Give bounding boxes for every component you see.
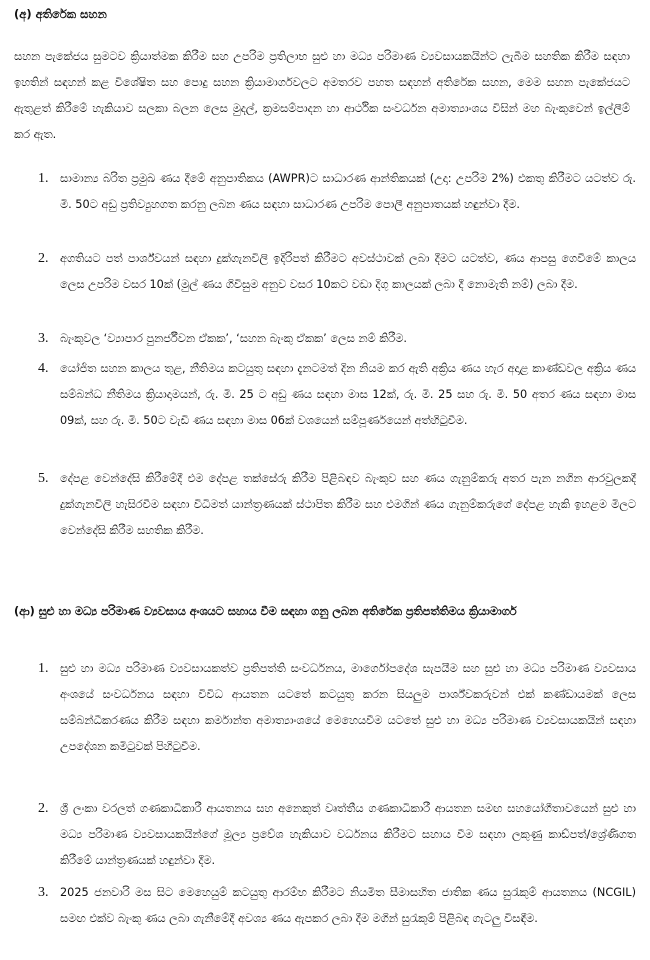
list-item-text: ශ්‍රී ලංකා වරලත් ගණකාධිකාරී ආයතනය සහ අනෙකුත් වෘත්තීය ගණකාධිකාරී ආයතන සමඟ සහයෝගීතාවයෙන් සුළු හා මධ්‍ය පරිමාණ ව්‍යවසායකයින්ගේ මූල්‍ය ප්‍රවේශ හැකියාව වර්ධනය කිරීමට සහාය වීම සඳහා ලකුණු කාඩ්පත්/ශ්‍රේණිගත කිරීමේ යාන්ත්‍රණයක් හඳුන්වා දීම. <box>60 802 636 867</box>
list-item <box>38 656 636 760</box>
list-item-text: සාමාන්‍ය බරිත ප්‍රමුඛ ණය දීමේ අනුපාතිකය (AWPR)ට සාධාරණ ආන්තිකයක් (උදා: උපරිම 2%) එකතු කිරීමට යටත්ව රු. මි. 50ට අඩු ප්‍රතිව්‍යුහගත කරනු ලබන ණය සඳහා සාධාරණ උපරිම පොලී අනුපාතයක් හඳුන්වා දීම. <box>60 172 636 211</box>
list-item-number: 3. <box>38 885 49 900</box>
section-b-heading: (ආ) සුළු හා මධ්‍ය පරිමාණ ව්‍යවසාය අංශයට සහාය වීම සඳහා ගනු ලබන අතිරේක ප්‍රතිපත්තිමය ක්‍රියාමාර්ග <box>14 605 517 618</box>
list-item <box>38 796 636 874</box>
list-item <box>38 326 636 352</box>
list-item <box>38 466 636 544</box>
list-item-number: 4. <box>38 361 49 376</box>
list-item-text: දේපළ වෙන්දේසි කිරීමේදී එම දේපළ තක්සේරු කිරීම පිළිබඳව බැංකුව සහ ණය ගැනුම්කරු අතර පැන නගින ආරවුලකදී දුක්ගැනවිලි හැසිරවීම සඳහා විධිමත් යාන්ත්‍රණයක් ස්ථාපිත කිරීම සහ එමගින් ණය ගැනුම්කරුගේ දේපළ හැකි ඉහළම මිලට වෙන්දේසි කිරීම සහතික කිරීම. <box>60 472 636 537</box>
list-item-number: 1. <box>38 661 49 676</box>
list-item-number: 3. <box>38 331 49 346</box>
list-item <box>38 166 636 218</box>
list-item-text: සුළු හා මධ්‍ය පරිමාණ ව්‍යවසායකත්ව ප්‍රතිපත්ති සංවර්ධනය, මාර්ගෝපදේශ සැපයීම සහ සුළු හා මධ්‍ය පරිමාණ ව්‍යවසාය අංශයේ සංවර්ධනය සඳහා විවිධ ආයතන යටතේ කටයුතු කරන සියලුම පාර්ශ්වකරුවන් එක් කණ්ඩායමක් ලෙස සම්බන්ධීකරණය කිරීම සඳහා කර්මාන්ත අමාත්‍යාංශයේ මෙහෙයවීම යටතේ සුළු හා මධ්‍ය පරිමාණ ව්‍යවසායකයින් සඳහා උපදේශන කමිටුවක් පිහිටුවීම. <box>60 662 636 753</box>
section-a-heading: (අ) අතිරේක සහන <box>14 7 107 21</box>
list-item-text: 2025 ජනවාරි මස සිට මෙහෙයුම් කටයුතු ආරම්භ කිරීමට නියමිත සීමාසහිත ජාතික ණය සුරැකුම් ආයතනය (NCGIL) සමඟ එක්ව බැංකු ණය ලබා ගැනීමේදී අවශ්‍ය ණය ඇපකර ලබා දීම මගින් සුරැකුම් පිළිබඳ ගැටලු විසඳීම. <box>60 886 636 925</box>
list-item <box>38 356 636 434</box>
list-item <box>38 246 636 298</box>
section-a-intro: සහන පැකේජය සුමටව ක්‍රියාත්මක කිරීම සහ උපරිම ප්‍රතිලාභ සුළු හා මධ්‍ය පරිමාණ ව්‍යවසායකයින්ට ලැබීම සහතික කිරීම සඳහා ඉහතින් සඳහන් කළ විශේෂිත සහ පොදු සහන ක්‍රියාමාර්ගවලට අමතරව පහත සඳහන් අතිරේක සහන, මෙම සහන පැකේජයට ඇතුළත් කිරීමේ හැකියාව සලකා බලන ලෙස මුදල්, ක්‍රමසම්පාදන හා ආර්ථික සංවර්ධන අමාත්‍යාංශය විසින් මහ බැංකුවෙන් ඉල්ලීම් කර ඇත. <box>14 50 630 141</box>
list-item-text: යෝජිත සහන කාලය තුළ, නීතිමය කටයුතු සඳහා දැනටමත් දින නියම කර ඇති අක්‍රිය ණය හැර අදාළ කාණ්ඩවල අක්‍රිය ණය සම්බන්ධ නීතිමය ක්‍රියාදාමයන්, රු. මි. 25 ට අඩු ණය සඳහා මාස 12ක්, රු. මි. 25 සහ රු. මි. 50 අතර ණය සඳහා මාස 09ක්, සහ රු. මි. 50ට වැඩි ණය සඳහා මාස 06ක් වශයෙන් සම්පූර්ණයෙන් අත්හිටුවීම. <box>60 362 636 427</box>
list-item-number: 5. <box>38 471 49 486</box>
list-item-number: 2. <box>38 251 49 266</box>
list-item-text: බැංකුවල ‘ව්‍යාපාර පුනර්ජීවන ඒකක’, ‘සහන බැංකු ඒකක’ ලෙස නම් කිරීම. <box>60 332 407 345</box>
list-item-number: 1. <box>38 171 49 186</box>
list-item-number: 2. <box>38 801 49 816</box>
list-item <box>38 880 636 932</box>
list-item-text: අගතියට පත් පාර්ශ්වයන් සඳහා දුක්ගැනවිලි ඉදිරිපත් කිරීමට අවස්ථාවක් ලබා දීමට යටත්ව, ණය ආපසු ගෙවීමේ කාලය ලෙස උපරිම වසර 10ක් (මුල් ණය ගිවිසුම අනුව වසර 10කට වඩා දිගු කාලයක් ලබා දී නොමැති නම්) ලබා දීම. <box>60 252 636 291</box>
